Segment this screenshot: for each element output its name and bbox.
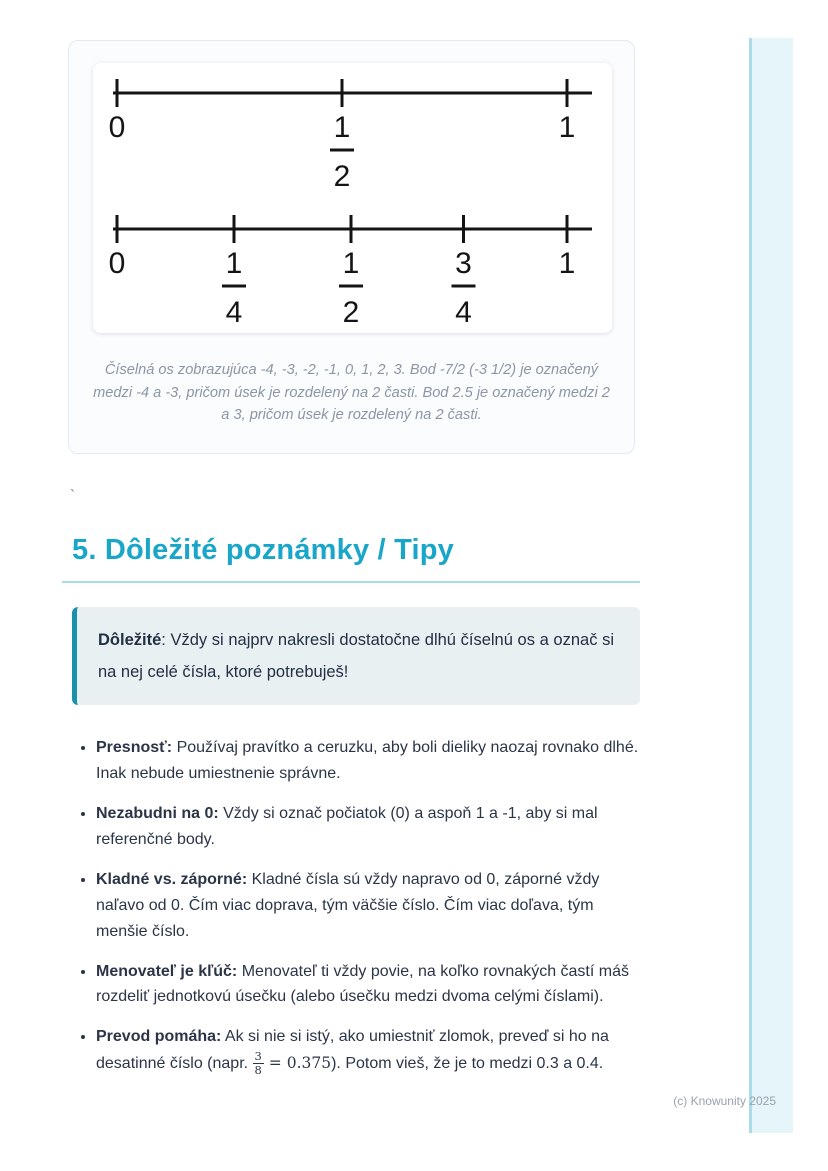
fraction-numerator: 3 [254, 1049, 262, 1064]
svg-text:3: 3 [455, 247, 472, 280]
footer-credit: (c) Knowunity 2025 [673, 1094, 776, 1108]
svg-text:0: 0 [108, 247, 126, 280]
tip-item-menovatel [96, 959, 640, 1011]
svg-text:1: 1 [342, 247, 360, 280]
svg-text:2: 2 [342, 296, 360, 329]
svg-text:1: 1 [225, 247, 243, 280]
tip-strong: Nezabudni na 0: [96, 804, 219, 822]
tip-item-nezabudni-na-0 [96, 801, 640, 853]
tip-item-presnost [96, 735, 640, 787]
tip-text: Menovateľ ti vždy povie, na koľko rovnakých častí máš rozdeliť jednotkovú úsečku (alebo úsečku medzi dvoma celými číslami). [96, 962, 629, 1006]
svg-text:1: 1 [558, 111, 576, 144]
tip-strong: Menovateľ je kľúč: [96, 962, 238, 980]
tip-item-kladne-vs-zaporne [96, 867, 640, 945]
tip-text: Vždy si označ počiatok (0) a aspoň 1 a -1, aby si mal referenčné body. [96, 804, 598, 848]
svg-text:4: 4 [225, 296, 243, 329]
tip-text: Používaj pravítko a ceruzku, aby boli dieliky naozaj rovnako dlhé. Inak nebude umiestnenie správne. [96, 739, 639, 783]
callout-strong: Dôležité [98, 630, 162, 649]
section-heading: 5. Dôležité poznámky / Tipy [72, 533, 454, 566]
document-content [62, 40, 640, 1092]
tip-text: Kladné čísla sú vždy napravo od 0, záporné vždy naľavo od 0. Čím viac doprava, tým väčšie číslo. Čím viac doľava, tým menšie číslo. [96, 870, 600, 940]
svg-text:0: 0 [108, 111, 126, 144]
tip-item-prevod [96, 1024, 640, 1077]
fraction-three-eighths [253, 1050, 264, 1077]
number-line-image [93, 63, 612, 333]
fraction-equals-decimal: = 0.375 [263, 1054, 332, 1073]
svg-text:1: 1 [558, 247, 576, 280]
svg-text:1: 1 [333, 111, 351, 144]
number-lines-svg [93, 63, 612, 333]
tip-text: Ak si nie si istý, ako umiestniť zlomok, preveď si ho na desatinné číslo (napr. [96, 1028, 609, 1073]
tip-text: ). Potom vieš, že je to medzi 0.3 a 0.4. [331, 1055, 604, 1073]
tips-list [62, 735, 640, 1078]
svg-text:2: 2 [333, 160, 351, 193]
number-line-figure-card [68, 40, 635, 454]
page-edge-strip [749, 38, 793, 1133]
callout-text: : Vždy si najprv nakresli dostatočne dlhú číselnú os a označ si na nej celé čísla, ktoré potrebuješ! [98, 630, 614, 681]
svg-text:4: 4 [455, 296, 472, 329]
important-callout [72, 607, 640, 705]
tip-strong: Presnosť: [96, 739, 173, 757]
stray-backtick: ` [70, 486, 75, 504]
figure-caption: Číselná os zobrazujúca -4, -3, -2, -1, 0, 1, 2, 3. Bod -7/2 (-3 1/2) je označený medzi -4 a -3, pričom úsek je rozdelený na 2 časti. Bod 2.5 je označený medzi 2 a 3, pričom úsek je rozdelený na 2 časti. [93, 362, 610, 424]
tip-strong: Kladné vs. záporné: [96, 870, 248, 888]
fraction-denominator: 8 [254, 1063, 262, 1078]
tip-strong: Prevod pomáha: [96, 1028, 222, 1046]
heading-rule [62, 581, 640, 583]
